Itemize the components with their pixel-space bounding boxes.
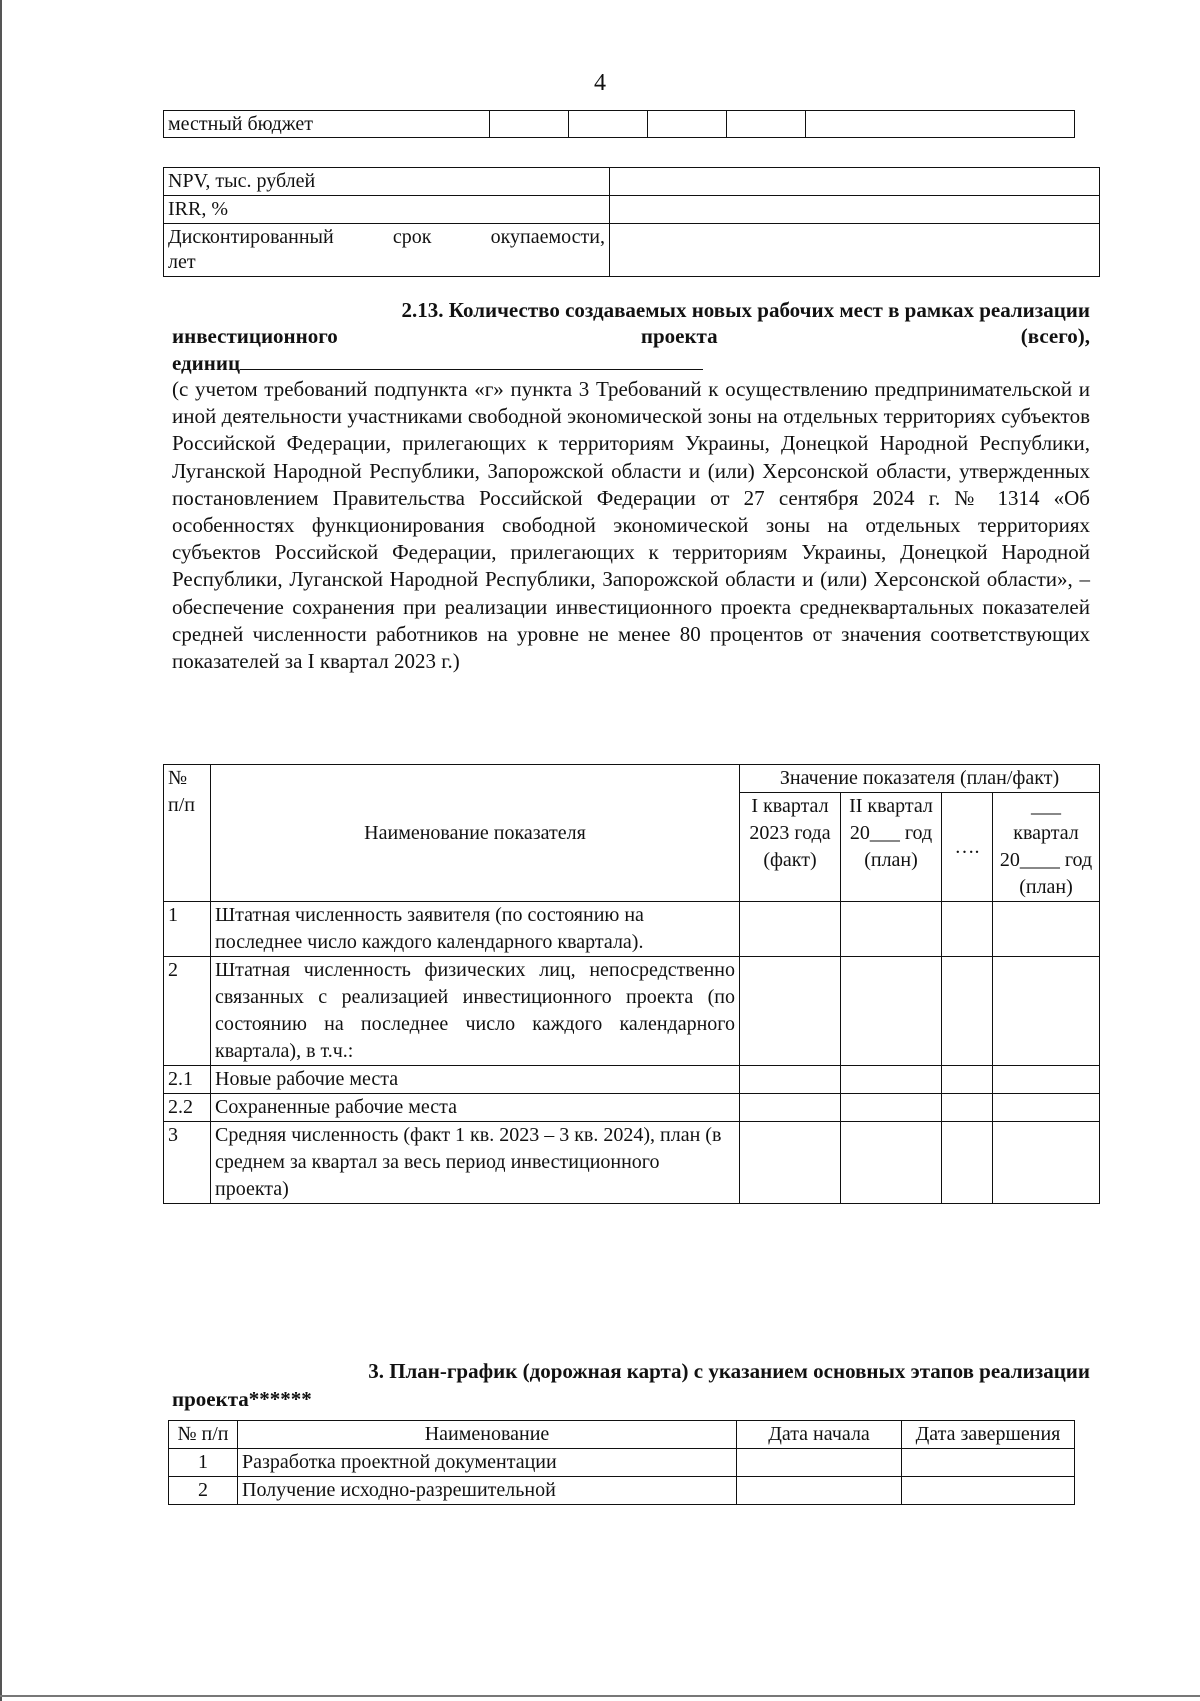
table-cell[interactable] — [993, 1122, 1100, 1204]
section-3-title-line2: проекта****** — [172, 1387, 312, 1411]
header-value: Значение показателя (план/факт) — [740, 765, 1100, 793]
budget-label: местный бюджет — [164, 111, 490, 138]
table-row — [164, 1122, 1100, 1204]
row-num: 1 — [164, 902, 211, 957]
table-cell[interactable] — [740, 1122, 841, 1204]
section-3-title-line1: 3. План-график (дорожная карта) с указанием основных этапов реализации — [368, 1359, 1090, 1383]
header-q2: II квартал 20___ год (план) — [841, 793, 942, 902]
row-num: 1 — [169, 1449, 238, 1477]
title-word: проекта — [640, 324, 718, 348]
table-row — [164, 111, 1075, 138]
table-cell[interactable] — [841, 1066, 942, 1094]
title-word: (всего), — [1020, 324, 1090, 348]
row-name: Штатная численность физических лиц, непосредственно связанных с реализацией инвестиционного проекта (по состоянию на последнее число каждого календарного квартала), в т.ч.: — [211, 957, 740, 1066]
row-num: 2.2 — [164, 1094, 211, 1122]
table-row — [164, 168, 1100, 196]
metrics-table — [163, 167, 1100, 277]
header-q-dots: …. — [942, 793, 993, 902]
table-row — [169, 1477, 1075, 1505]
table-row — [164, 1066, 1100, 1094]
staff-table — [163, 764, 1100, 1204]
table-header-row — [169, 1421, 1075, 1449]
table-cell[interactable] — [993, 902, 1100, 957]
header-q-last: ___ квартал 20____ год (план) — [993, 793, 1100, 902]
table-row — [164, 224, 1100, 277]
table-cell[interactable] — [648, 111, 727, 138]
metric-label-line2: лет — [168, 251, 196, 273]
metric-value[interactable] — [610, 196, 1100, 224]
table-cell[interactable] — [841, 1094, 942, 1122]
table-cell[interactable] — [737, 1477, 902, 1505]
table-cell[interactable] — [740, 1066, 841, 1094]
page-number: 4 — [594, 70, 606, 96]
table-cell[interactable] — [942, 1094, 993, 1122]
table-cell[interactable] — [569, 111, 648, 138]
table-cell[interactable] — [740, 902, 841, 957]
metric-label-line1: Дисконтированный срок окупаемости, — [168, 226, 605, 248]
units-label: единиц — [172, 351, 241, 375]
budget-table — [163, 110, 1075, 138]
table-cell[interactable] — [993, 957, 1100, 1066]
row-num: 2.1 — [164, 1066, 211, 1094]
metric-label: NPV, тыс. рублей — [164, 168, 610, 196]
row-num: 3 — [164, 1122, 211, 1204]
table-cell[interactable] — [942, 1122, 993, 1204]
table-row — [164, 196, 1100, 224]
metric-value[interactable] — [610, 224, 1100, 277]
header-name: Наименование показателя — [211, 765, 740, 902]
scan-edge-left — [0, 0, 2, 1701]
row-num: 2 — [169, 1477, 238, 1505]
header-start: Дата начала — [737, 1421, 902, 1449]
header-end: Дата завершения — [902, 1421, 1075, 1449]
section-213-title-line2 — [172, 323, 1090, 349]
table-row — [164, 902, 1100, 957]
row-name: Получение исходно-разрешительной — [238, 1477, 737, 1505]
header-num: № п/п — [169, 1421, 238, 1449]
table-cell[interactable] — [740, 1094, 841, 1122]
section-213-paragraph: (с учетом требований подпункта «г» пункта 3 Требований к осуществлению предпринимательской и иной деятельности участниками свободной экономической зоны на отдельных территориях субъектов Российской Федерации, прилегающих к территориям Украины, Донецкой Народной Республики, Луганской Народной Республики, Запорожской области и (или) Херсонской области, утвержденных постановлением Правительства Российской Федерации от 27 сентября 2024 г. № 1314 «Об особенностях функционирования свободной экономической зоны на отдельных территориях субъектов Российской Федерации, прилегающих к территориям Украины, Донецкой Народной Республики, Луганской Народной Республики, Запорожской области и (или) Херсонской области», – обеспечение сохранения при реализации инвестиционного проекта среднеквартальных показателей средней численности работников на уровне не менее 80 процентов от значения соответствующих показателей за I квартал 2023 г.) — [172, 377, 1090, 674]
row-name: Разработка проектной документации — [238, 1449, 737, 1477]
row-name: Новые рабочие места — [211, 1066, 740, 1094]
table-cell[interactable] — [740, 957, 841, 1066]
table-header-row — [164, 765, 1100, 793]
row-name: Средняя численность (факт 1 кв. 2023 – 3 кв. 2024), план (в среднем за квартал за весь период инвестиционного проекта) — [211, 1122, 740, 1204]
row-name: Штатная численность заявителя (по состоянию на последнее число каждого календарного квартала). — [211, 902, 740, 957]
table-cell[interactable] — [841, 902, 942, 957]
header-q1: I квартал 2023 года (факт) — [740, 793, 841, 902]
table-cell[interactable] — [993, 1066, 1100, 1094]
table-cell[interactable] — [902, 1449, 1075, 1477]
table-cell[interactable] — [993, 1094, 1100, 1122]
section-213-units — [172, 349, 1090, 376]
header-name: Наименование — [238, 1421, 737, 1449]
title-word: инвестиционного — [172, 324, 338, 348]
row-num: 2 — [164, 957, 211, 1066]
table-row — [164, 1094, 1100, 1122]
metric-value[interactable] — [610, 168, 1100, 196]
plan-table — [168, 1420, 1075, 1505]
table-row — [169, 1449, 1075, 1477]
header-num: № п/п — [164, 765, 211, 902]
section-213-title-line1: 2.13. Количество создаваемых новых рабочих мест в рамках реализации — [401, 298, 1090, 322]
scan-edge-bottom — [0, 1695, 1200, 1697]
table-cell[interactable] — [806, 111, 1075, 138]
table-cell[interactable] — [942, 957, 993, 1066]
metric-label — [164, 224, 610, 277]
table-row — [164, 957, 1100, 1066]
metric-label: IRR, % — [164, 196, 610, 224]
table-cell[interactable] — [942, 1066, 993, 1094]
table-cell[interactable] — [490, 111, 569, 138]
table-cell[interactable] — [727, 111, 806, 138]
table-cell[interactable] — [942, 902, 993, 957]
table-cell[interactable] — [902, 1477, 1075, 1505]
table-cell[interactable] — [737, 1449, 902, 1477]
table-cell[interactable] — [841, 1122, 942, 1204]
units-input-line[interactable] — [240, 349, 703, 370]
row-name: Сохраненные рабочие места — [211, 1094, 740, 1122]
table-cell[interactable] — [841, 957, 942, 1066]
